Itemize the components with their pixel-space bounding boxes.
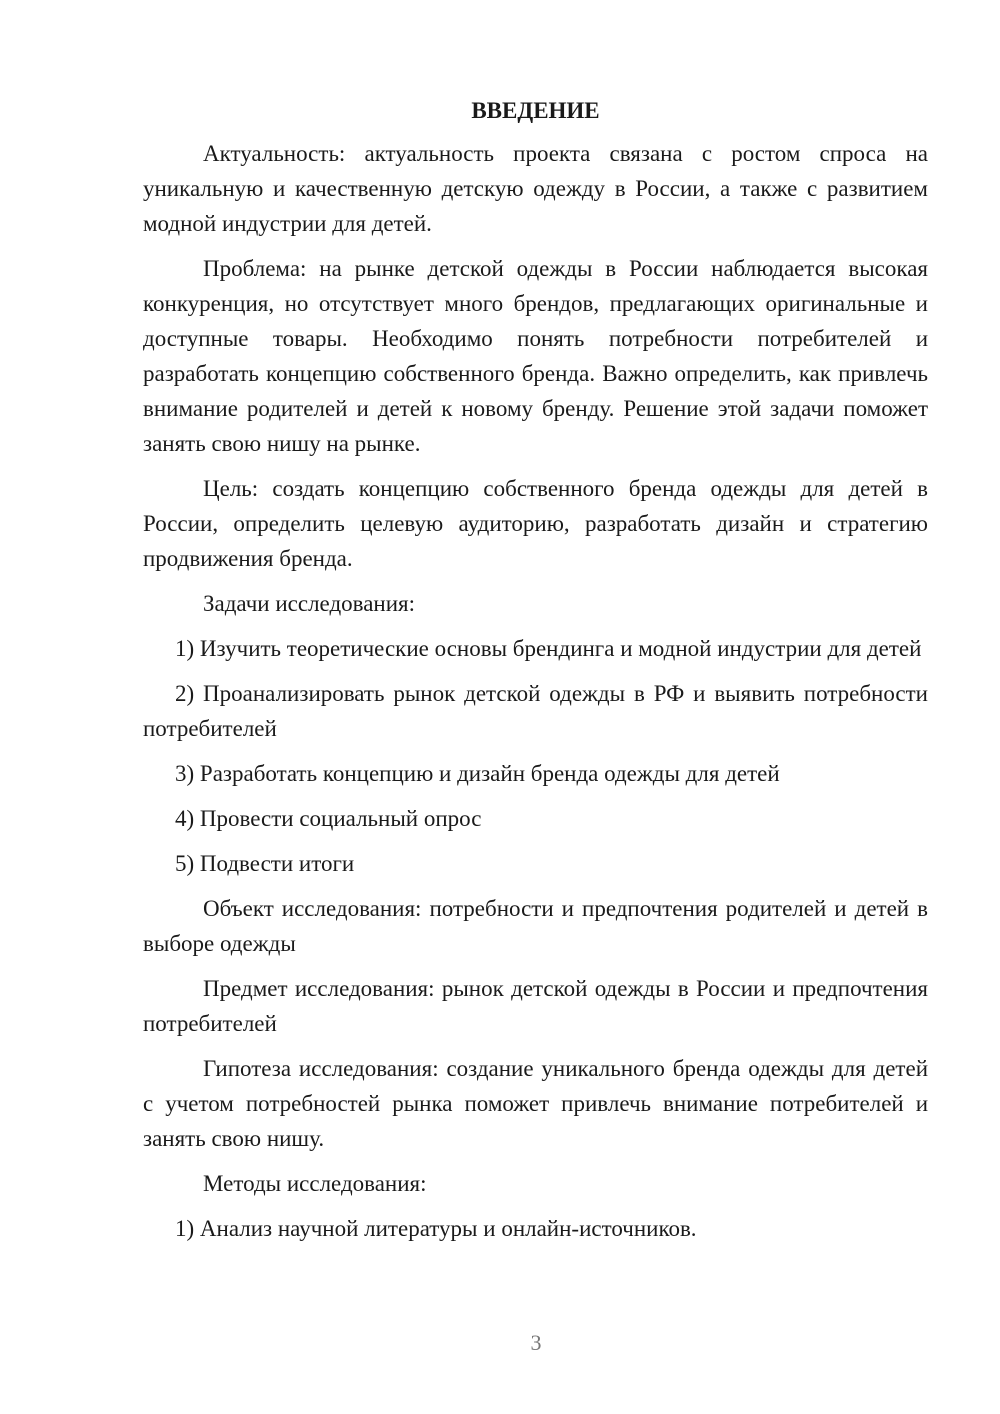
page-content	[143, 96, 928, 1256]
task-item-2: 2) Проанализировать рынок детской одежды в РФ и выявить потребности потребителей	[143, 681, 928, 741]
section-title: ВВЕДЕНИЕ	[471, 98, 600, 123]
subject-paragraph: Предмет исследования: рынок детской одежды в России и предпочтения потребителей	[143, 976, 928, 1036]
task-item-4: 4) Провести социальный опрос	[175, 806, 482, 831]
task-item-1: 1) Изучить теоретические основы брендинга и модной индустрии для детей	[175, 636, 922, 661]
method-item-1: 1) Анализ научной литературы и онлайн-источников.	[175, 1216, 697, 1241]
goal-paragraph: Цель: создать концепцию собственного бренда одежды для детей в России, определить целевую аудиторию, разработать дизайн и стратегию продвижения бренда.	[143, 476, 928, 571]
task-item-5: 5) Подвести итоги	[175, 851, 355, 876]
tasks-heading: Задачи исследования:	[203, 591, 416, 616]
relevance-paragraph: Актуальность: актуальность проекта связана с ростом спроса на уникальную и качественную детскую одежду в России, а также с развитием модной индустрии для детей.	[143, 141, 928, 236]
task-item-3: 3) Разработать концепцию и дизайн бренда одежды для детей	[175, 761, 780, 786]
object-paragraph: Объект исследования: потребности и предпочтения родителей и детей в выборе одежды	[143, 896, 928, 956]
problem-paragraph: Проблема: на рынке детской одежды в России наблюдается высокая конкуренция, но отсутствует много брендов, предлагающих оригинальные и доступные товары. Необходимо понять потребности потребителей и разработать концепцию собственного бренда. Важно определить, как привлечь внимание родителей и детей к новому бренду. Решение этой задачи поможет занять свою нишу на рынке.	[143, 256, 928, 456]
page-number: 3	[530, 1330, 542, 1355]
methods-heading: Методы исследования:	[203, 1171, 427, 1196]
hypothesis-paragraph: Гипотеза исследования: создание уникального бренда одежды для детей с учетом потребностей рынка поможет привлечь внимание потребителей и занять свою нишу.	[143, 1056, 928, 1151]
